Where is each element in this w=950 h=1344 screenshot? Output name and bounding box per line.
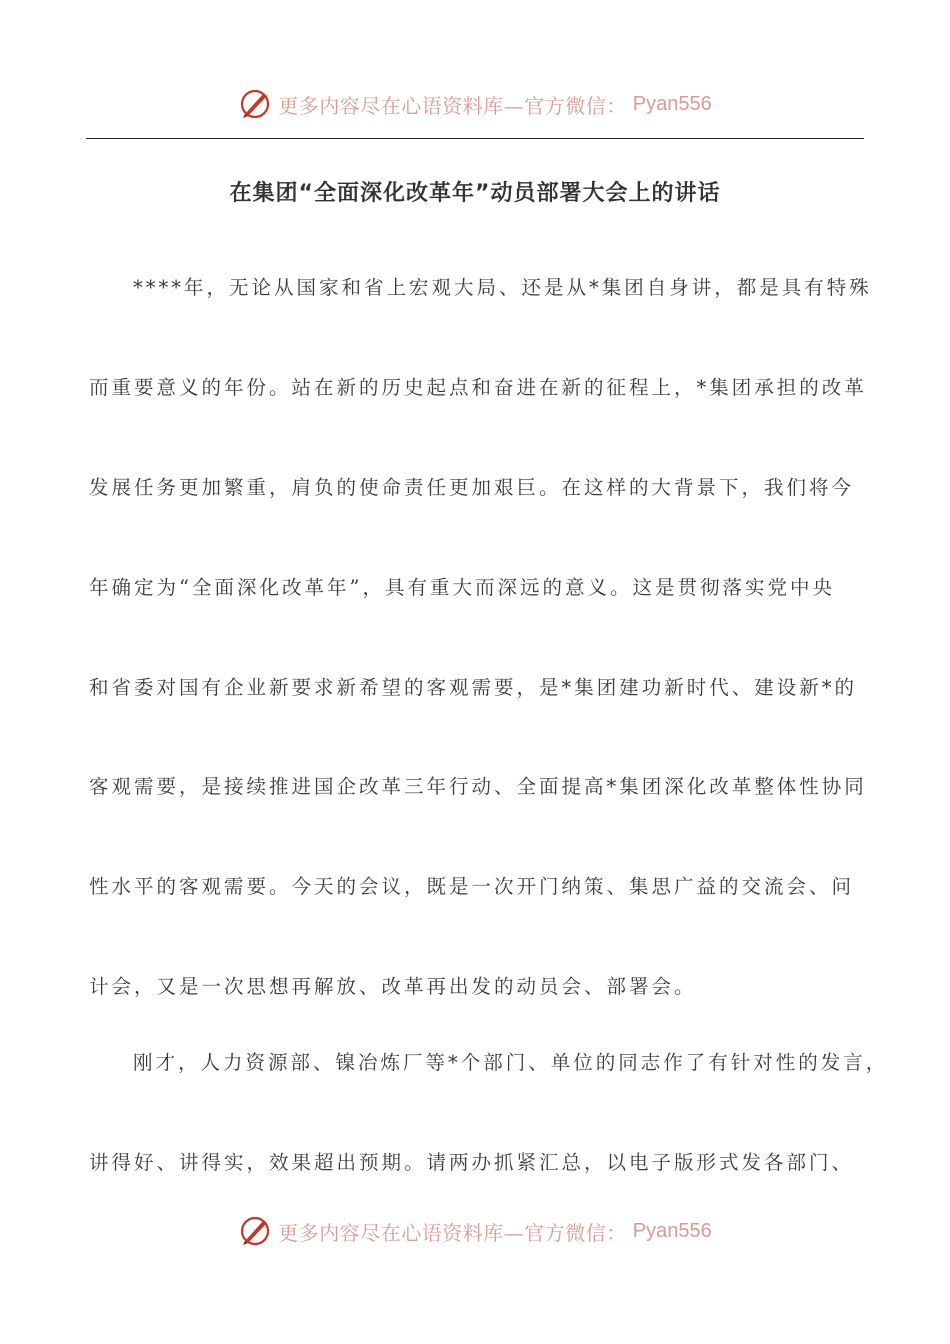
body-line: 和省委对国有企业新要求新希望的客观需要，是*集团建功新时代、建设新*的: [89, 676, 858, 699]
body-line: 发展任务更加繁重，肩负的使命责任更加艰巨。在这样的大背景下，我们将今: [89, 476, 855, 499]
watermark-wechat-id: Pyan556: [632, 92, 712, 115]
body-line: 客观需要，是接续推进国企改革三年行动、全面提高*集团深化改革整体性协同: [89, 775, 867, 798]
document-title: 在集团“全面深化改革年”动员部署大会上的讲话: [229, 181, 721, 206]
body-line: 而重要意义的年份。站在新的历史起点和奋进在新的征程上，*集团承担的改革: [89, 376, 867, 399]
watermark-text: 更多内容尽在心语资料库—官方微信：: [278, 1220, 627, 1245]
header-watermark: [0, 84, 950, 124]
watermark-text: 更多内容尽在心语资料库—官方微信：: [278, 93, 627, 118]
body-line: 计会，又是一次思想再解放、改革再出发的动员会、部署会。: [89, 975, 697, 998]
body-line: 讲得好、讲得实，效果超出预期。请两办抓紧汇总，以电子版形式发各部门、: [89, 1151, 855, 1174]
body-line: ****年，无论从国家和省上宏观大局、还是从*集团自身讲，都是具有特殊: [133, 276, 872, 299]
body-line: 性水平的客观需要。今天的会议，既是一次开门纳策、集思广益的交流会、问: [89, 875, 855, 898]
body-line: 年确定为“全面深化改革年”，具有重大而深远的意义。这是贯彻落实党中央: [89, 576, 835, 599]
pen-circle-logo-icon: [238, 87, 272, 121]
watermark-wechat-id: Pyan556: [632, 1219, 712, 1242]
pen-circle-logo-icon: [238, 1214, 272, 1248]
header-divider: [86, 138, 864, 139]
body-line: 刚才，人力资源部、镍冶炼厂等*个部门、单位的同志作了有针对性的发言，: [133, 1051, 889, 1074]
footer-watermark: [0, 1211, 950, 1251]
